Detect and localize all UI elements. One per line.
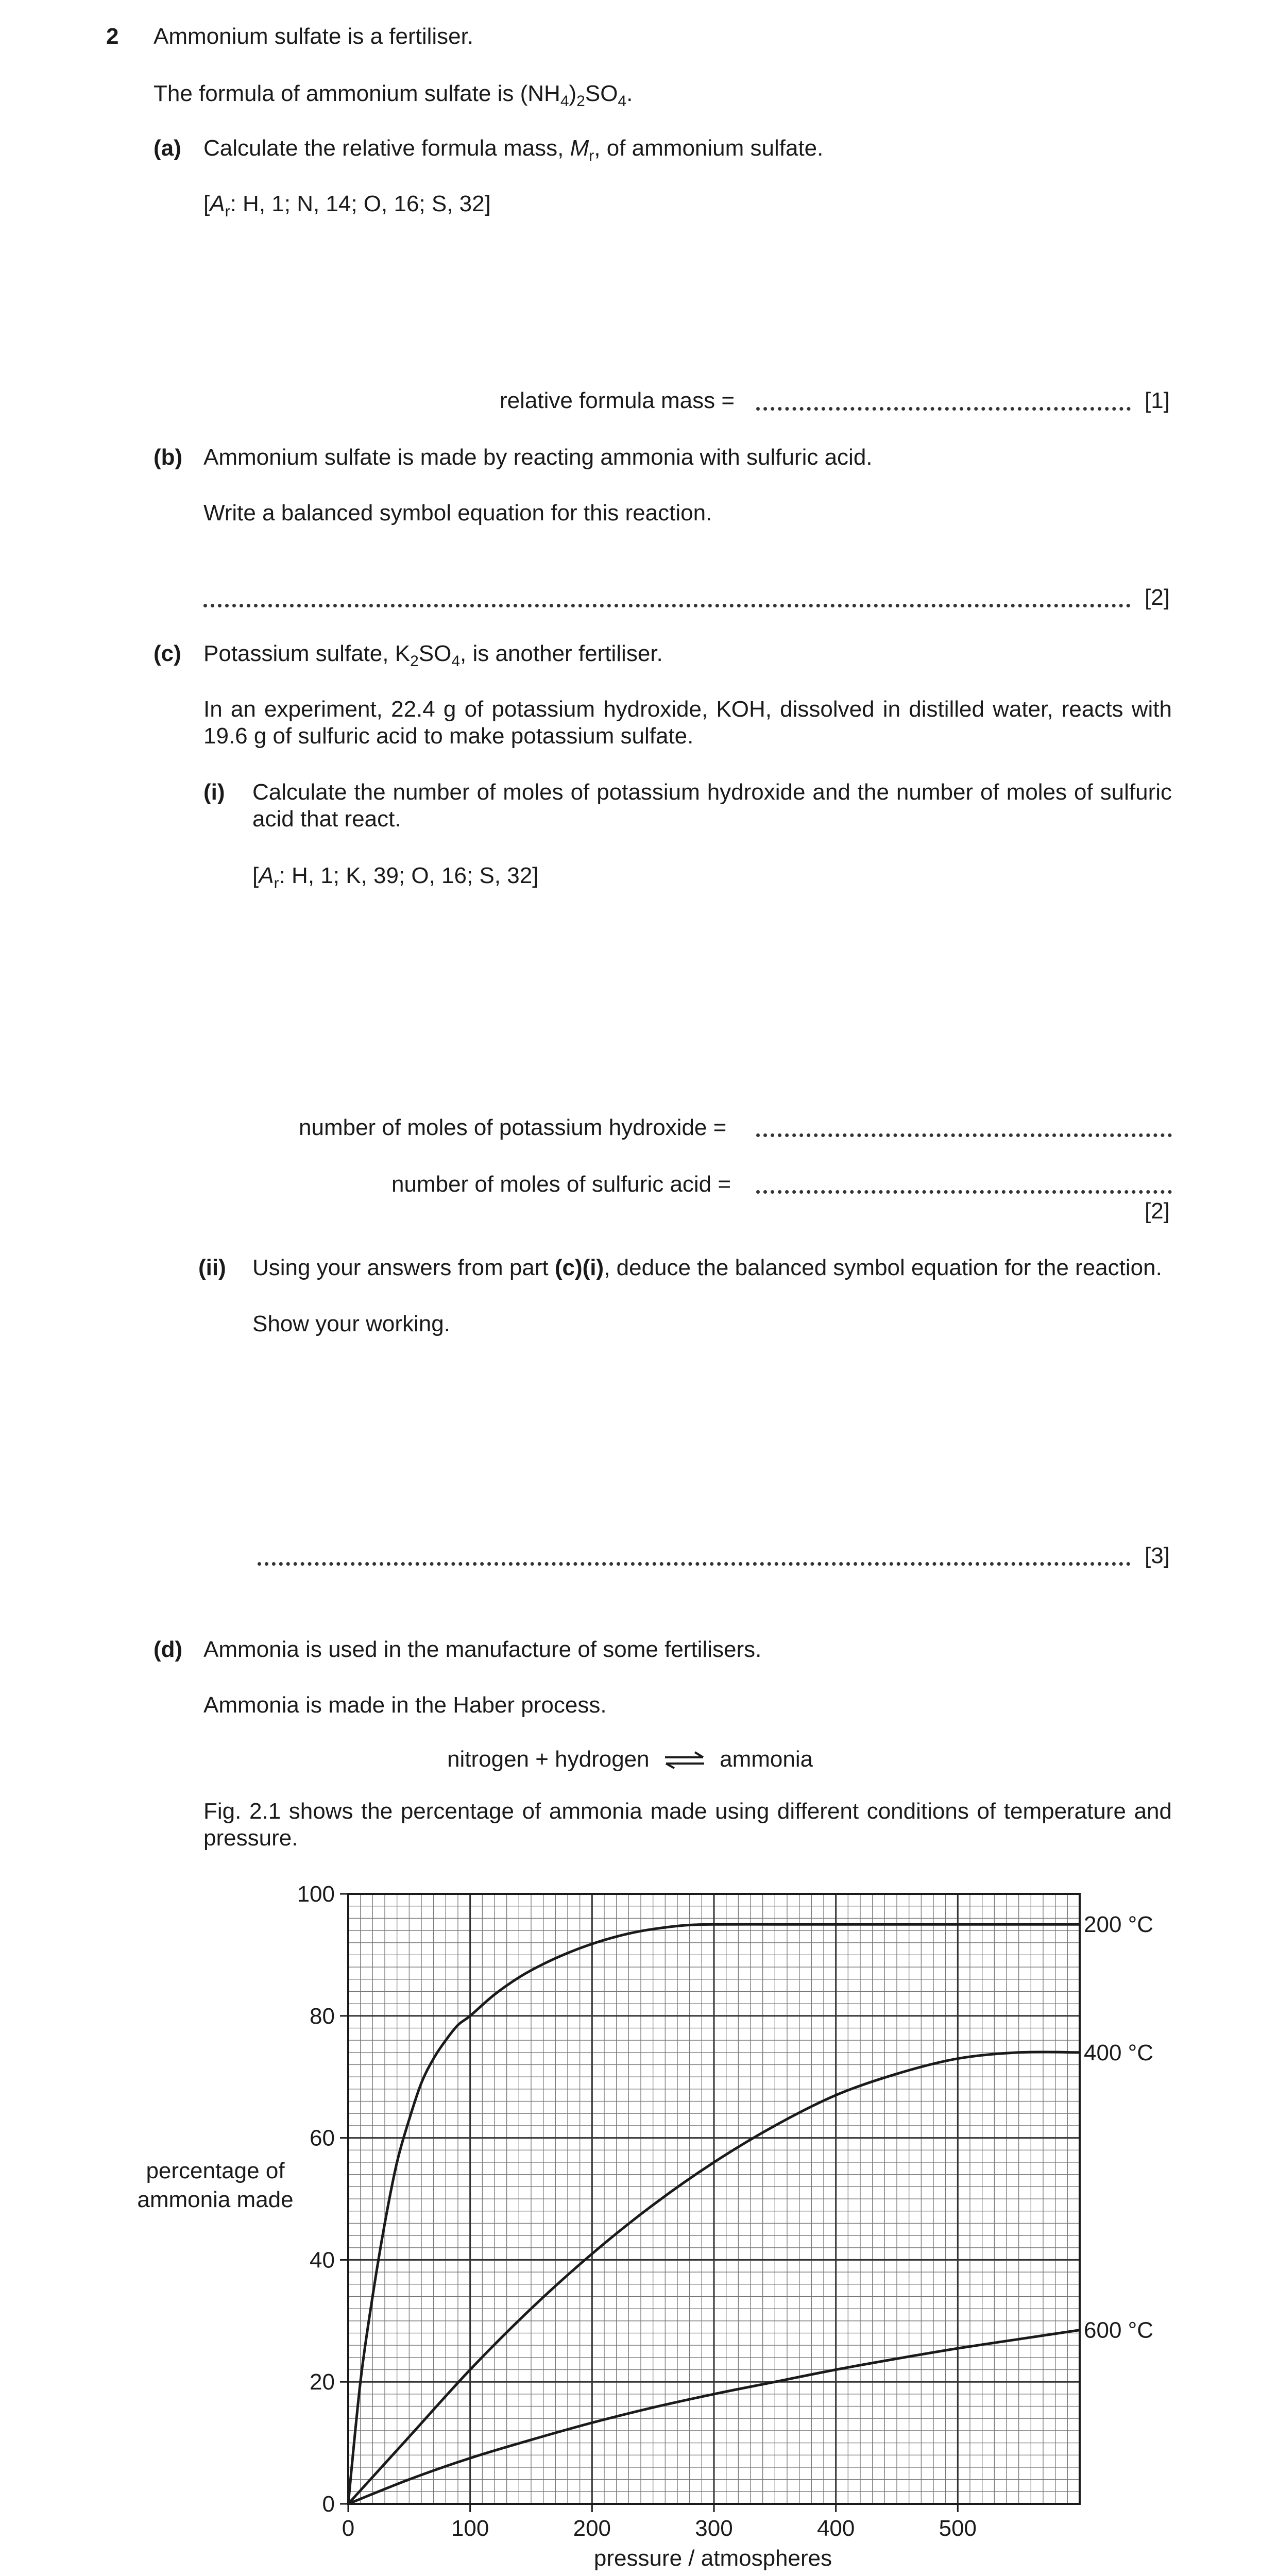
part-d-text: Ammonia is used in the manufacture of some fertilisers.	[203, 1637, 762, 1662]
x-tick-label: 500	[939, 2516, 977, 2541]
equilibrium-arrow-icon	[663, 1751, 706, 1769]
haber-equation: nitrogen + hydrogen ammonia	[447, 1747, 813, 1772]
x-axis-label: pressure / atmospheres	[593, 2546, 832, 2571]
part-a-text: Calculate the relative formula mass, $M_r$, of ammonium sulfate.	[203, 135, 824, 164]
x-tick-label: 300	[695, 2516, 733, 2541]
part-ci-text: Calculate the number of moles of potassium hydroxide and the number of moles of sulfuric acid that react.	[252, 779, 1172, 832]
part-b-instruction: Write a balanced symbol equation for this reaction.	[203, 500, 712, 526]
y-tick-label: 40	[310, 2247, 335, 2273]
y-tick-label: 0	[322, 2492, 335, 2517]
part-a-relative-atomic-masses: [$A_r$: H, 1; N, 14; O, 16; S, 32]	[203, 191, 491, 220]
question-number: 2	[106, 24, 119, 49]
series-label-1: 200 °C	[1084, 1912, 1154, 1938]
ammonium-sulfate-formula: The formula of ammonium sulfate is $(NH_4)_2SO_4$.	[154, 81, 633, 110]
part-cii-label: (ii)	[198, 1255, 226, 1280]
part-d-label: (d)	[154, 1637, 183, 1662]
part-d-haber: Ammonia is made in the Haber process.	[203, 1692, 607, 1718]
part-c-label: (c)	[154, 641, 181, 666]
moles-acid-label: number of moles of sulfuric acid =	[391, 1172, 731, 1197]
part-b-answer-line[interactable]	[203, 604, 1131, 607]
y-tick-label: 60	[310, 2125, 335, 2151]
y-tick-label: 100	[297, 1882, 335, 1907]
y-axis-label-line1: percentage of	[146, 2158, 285, 2183]
part-cii-text: Using your answers from part (c)(i), deduce the balanced symbol equation for the reaction.	[252, 1255, 1162, 1280]
part-cii-marks: [3]	[1145, 1543, 1170, 1568]
part-a-label: (a)	[154, 135, 181, 161]
part-a-answer-line[interactable]	[756, 407, 1131, 411]
part-ci-marks: [2]	[1145, 1198, 1170, 1224]
x-tick-label: 200	[573, 2516, 611, 2541]
moles-koh-answer-line[interactable]	[756, 1133, 1172, 1137]
part-b-label: (b)	[154, 445, 183, 470]
moles-acid-answer-line[interactable]	[756, 1190, 1172, 1194]
x-tick-label: 400	[816, 2516, 855, 2541]
series-label-3: 600 °C	[1084, 2317, 1154, 2343]
part-c-experiment: In an experiment, 22.4 g of potassium hydroxide, KOH, dissolved in distilled water, reacts with 19.6 g of sulfuric acid to make potassium sulfate.	[203, 697, 1172, 749]
part-ci-relative-atomic-masses: [$A_r$: H, 1; K, 39; O, 16; S, 32]	[252, 863, 539, 892]
ammonia-yield-chart	[0, 1855, 1278, 2576]
series-label-2: 400 °C	[1084, 2040, 1154, 2065]
moles-koh-label: number of moles of potassium hydroxide =	[299, 1115, 727, 1140]
part-c-text: Potassium sulfate, $K_2SO_4$, is another fertiliser.	[203, 641, 663, 670]
part-cii-answer-line[interactable]	[258, 1562, 1131, 1566]
part-b-marks: [2]	[1145, 585, 1170, 610]
y-tick-label: 80	[310, 2003, 335, 2029]
x-tick-label: 0	[342, 2516, 355, 2541]
part-ci-label: (i)	[203, 779, 225, 805]
part-a-marks: [1]	[1145, 388, 1170, 413]
part-a-answer-label: relative formula mass =	[500, 388, 735, 413]
x-tick-label: 100	[451, 2516, 489, 2541]
part-cii-working: Show your working.	[252, 1311, 450, 1336]
part-b-text: Ammonium sulfate is made by reacting ammonia with sulfuric acid.	[203, 445, 873, 470]
question-intro: Ammonium sulfate is a fertiliser.	[154, 24, 474, 49]
figure-intro: Fig. 2.1 shows the percentage of ammonia made using different conditions of temperature and pressure.	[203, 1799, 1172, 1851]
y-axis-label-line2: ammonia made	[137, 2187, 294, 2212]
y-tick-label: 20	[310, 2369, 335, 2395]
